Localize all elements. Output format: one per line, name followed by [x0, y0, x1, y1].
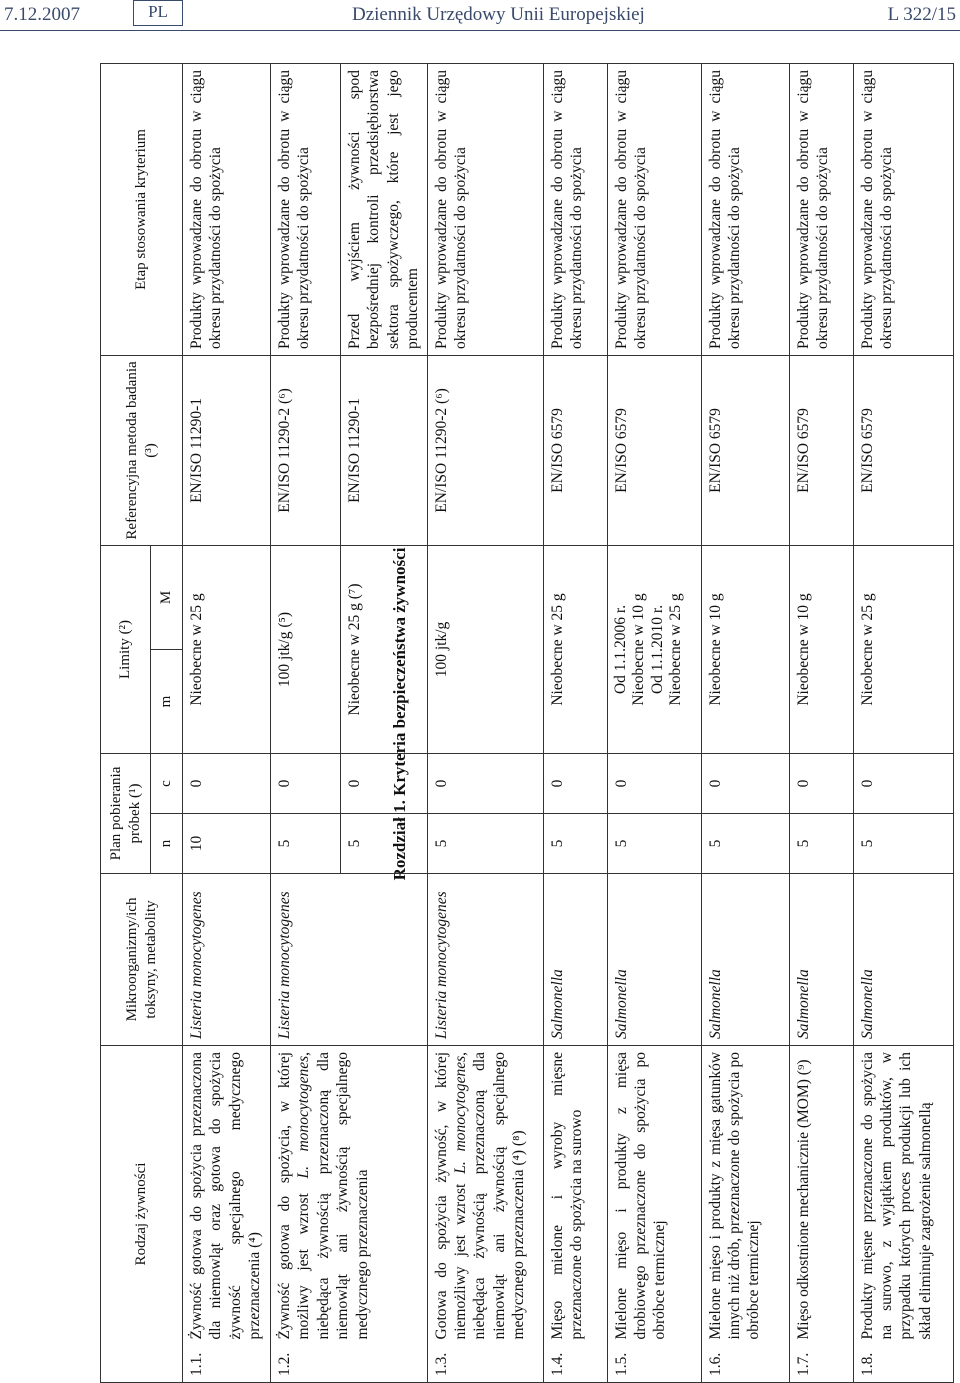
sample-c: 0 [183, 753, 271, 813]
sample-n: 5 [789, 813, 853, 873]
table-row [701, 63, 789, 1382]
sample-n: 5 [607, 813, 701, 873]
food-text: , niebędąca żywnością przeznaczoną dla niemowląt ani żywnością specjalnego medycznego przeznaczenia (⁴) (⁸) [451, 1051, 527, 1340]
reference-method: EN/ISO 11290-1 [183, 355, 271, 545]
header-c: c [151, 753, 183, 813]
row-number: 1.5. [607, 1346, 701, 1383]
food-category: Mięso odkostnione mechanicznie (MOM) (⁹) [789, 1045, 853, 1345]
limit-value: Nieobecne w 10 g [701, 545, 789, 753]
food-text-organism: L. monocytogenes [295, 1055, 313, 1179]
row-number: 1.3. [427, 1346, 543, 1383]
limit-value: Nieobecne w 10 g [789, 545, 853, 753]
limit-value: Nieobecne w 25 g [183, 545, 271, 753]
sample-c: 0 [543, 753, 607, 813]
table-row [427, 63, 543, 1382]
sample-n: 5 [271, 813, 341, 873]
application-stage: Produkty wprowadzane do obrotu w ciągu okresu przydatności do spożycia [543, 63, 607, 355]
header-sampling-plan: Plan pobierania próbek (¹) [101, 753, 151, 873]
microorganism: Salmonella [701, 873, 789, 1045]
header-divider [0, 30, 960, 31]
limit-line: Nieobecne w 25 g [667, 593, 685, 706]
sample-c: 0 [271, 753, 341, 813]
microorganism: Salmonella [853, 873, 953, 1045]
header-food-category: Rodzaj żywności [101, 1045, 183, 1382]
sample-c: 0 [853, 753, 953, 813]
limit-value: Nieobecne w 25 g [543, 545, 607, 753]
sample-c: 0 [607, 753, 701, 813]
sample-c: 0 [427, 753, 543, 813]
limit-value: 100 jtk/g [427, 545, 543, 753]
food-text: Gotowa do spożycia żywność, w której niemożliwy jest wzrost [432, 1051, 469, 1340]
reference-method: EN/ISO 6579 [701, 355, 789, 545]
header-reference-method: Referencyjna metoda badania (³) [101, 355, 183, 545]
row-number: 1.7. [789, 1346, 853, 1383]
application-stage: Produkty wprowadzane do obrotu w ciągu okresu przydatności do spożycia [183, 63, 271, 355]
reference-method: EN/ISO 6579 [853, 355, 953, 545]
reference-method: EN/ISO 6579 [789, 355, 853, 545]
food-category: Mielone mięso i produkty z mięsa gatunków innych niż drób, przeznaczone do spożycia po obróbce termicznej [701, 1045, 789, 1345]
sample-n: 5 [701, 813, 789, 873]
page-header [0, 0, 960, 44]
sample-c: 0 [341, 753, 428, 813]
food-text-organism: L. monocytogenes [451, 1055, 469, 1174]
food-category: Mielone mięso i produkty z mięsa drobiowego przeznaczone do spożycia po obróbce termicznej [607, 1045, 701, 1345]
table-row [789, 63, 853, 1382]
microorganism: Listeria monocytogenes [427, 873, 543, 1045]
sample-n: 5 [341, 813, 428, 873]
table-row [607, 63, 701, 1382]
sample-n: 10 [183, 813, 271, 873]
section-title: Rozdział 1. Kryteria bezpieczeństwa żywności [390, 547, 409, 881]
food-category: Produkty mięsne przeznaczone do spożycia na surowo, z wyjątkiem produktów, w przypadku których proces produkcji lub ich skład eliminuje zagrożenie salmonellą [853, 1045, 953, 1345]
header-application-stage: Etap stosowania kryterium [101, 63, 183, 355]
microorganism: Salmonella [607, 873, 701, 1045]
application-stage: Produkty wprowadzane do obrotu w ciągu okresu przydatności do spożycia [427, 63, 543, 355]
header-limits: Limity (²) [101, 545, 151, 753]
sample-n: 5 [853, 813, 953, 873]
row-number: 1.2. [271, 1346, 428, 1383]
row-number: 1.4. [543, 1346, 607, 1383]
microorganism: Listeria monocytogenes [271, 873, 428, 1045]
header-microorganism: Mikroorganizmy/ich toksyny, metabolity [101, 873, 183, 1045]
limit-line: Od 1.1.2010 r. [648, 604, 666, 695]
food-category: Mięso mielone i wyroby mięsne przeznaczone do spożycia na surowo [543, 1045, 607, 1345]
reference-method: EN/ISO 11290-1 [341, 355, 428, 545]
application-stage: Produkty wprowadzane do obrotu w ciągu okresu przydatności do spożycia [701, 63, 789, 355]
microorganism: Listeria monocytogenes [183, 873, 271, 1045]
journal-title: Dziennik Urzędowy Unii Europejskiej [352, 4, 645, 25]
table-row [543, 63, 607, 1382]
limit-value: 100 jtk/g (⁵) [271, 545, 341, 753]
reference-method: EN/ISO 11290-2 (⁶) [271, 355, 341, 545]
row-number: 1.1. [183, 1346, 271, 1383]
reference-method: EN/ISO 6579 [543, 355, 607, 545]
food-category: Żywność gotowa do spożycia przeznaczona dla niemowląt oraz gotowa do spożycia żywność specjalnego medycznego przeznaczenia (⁴) [183, 1045, 271, 1345]
publication-date: 7.12.2007 [4, 4, 80, 25]
sample-n: 5 [427, 813, 543, 873]
rotated-table-container [100, 64, 955, 1383]
language-badge: PL [133, 0, 183, 26]
food-category [271, 1045, 428, 1345]
food-safety-criteria-table [100, 63, 954, 1383]
application-stage: Produkty wprowadzane do obrotu w ciągu okresu przydatności do spożycia [271, 63, 341, 355]
food-category [427, 1045, 543, 1345]
limit-value: Nieobecne w 25 g (⁷) [341, 545, 428, 753]
microorganism: Salmonella [789, 873, 853, 1045]
reference-method: EN/ISO 6579 [607, 355, 701, 545]
limit-value: Nieobecne w 25 g [853, 545, 953, 753]
application-stage: Produkty wprowadzane do obrotu w ciągu okresu przydatności do spożycia [607, 63, 701, 355]
page-reference: L 322/15 [887, 4, 956, 25]
reference-method: EN/ISO 11290-2 (⁶) [427, 355, 543, 545]
sample-c: 0 [789, 753, 853, 813]
row-number: 1.8. [853, 1346, 953, 1383]
limit-value [607, 545, 701, 753]
header-M: M [151, 545, 183, 649]
application-stage: Produkty wprowadzane do obrotu w ciągu okresu przydatności do spożycia [853, 63, 953, 355]
microorganism: Salmonella [543, 873, 607, 1045]
table-row [271, 63, 341, 1382]
sample-n: 5 [543, 813, 607, 873]
food-text: , niebędąca żywnością przeznaczoną dla niemowląt ani żywnością specjalnego medycznego przeznaczenia [295, 1051, 371, 1340]
food-text: Żywność gotowa do spożycia, w której możliwy jest wzrost [276, 1051, 313, 1340]
application-stage: Przed wyjściem żywności spod bezpośredniej kontroli przedsiębiorstwa sektora spożywczego, które jest jego producentem [341, 63, 428, 355]
application-stage: Produkty wprowadzane do obrotu w ciągu okresu przydatności do spożycia [789, 63, 853, 355]
header-m: m [151, 649, 183, 753]
sample-c: 0 [701, 753, 789, 813]
limit-line: Nieobecne w 10 g [630, 593, 648, 706]
header-n: n [151, 813, 183, 873]
table-row [853, 63, 953, 1382]
row-number: 1.6. [701, 1346, 789, 1383]
limit-line: Od 1.1.2006 r. [611, 604, 629, 695]
table-row [183, 63, 271, 1382]
